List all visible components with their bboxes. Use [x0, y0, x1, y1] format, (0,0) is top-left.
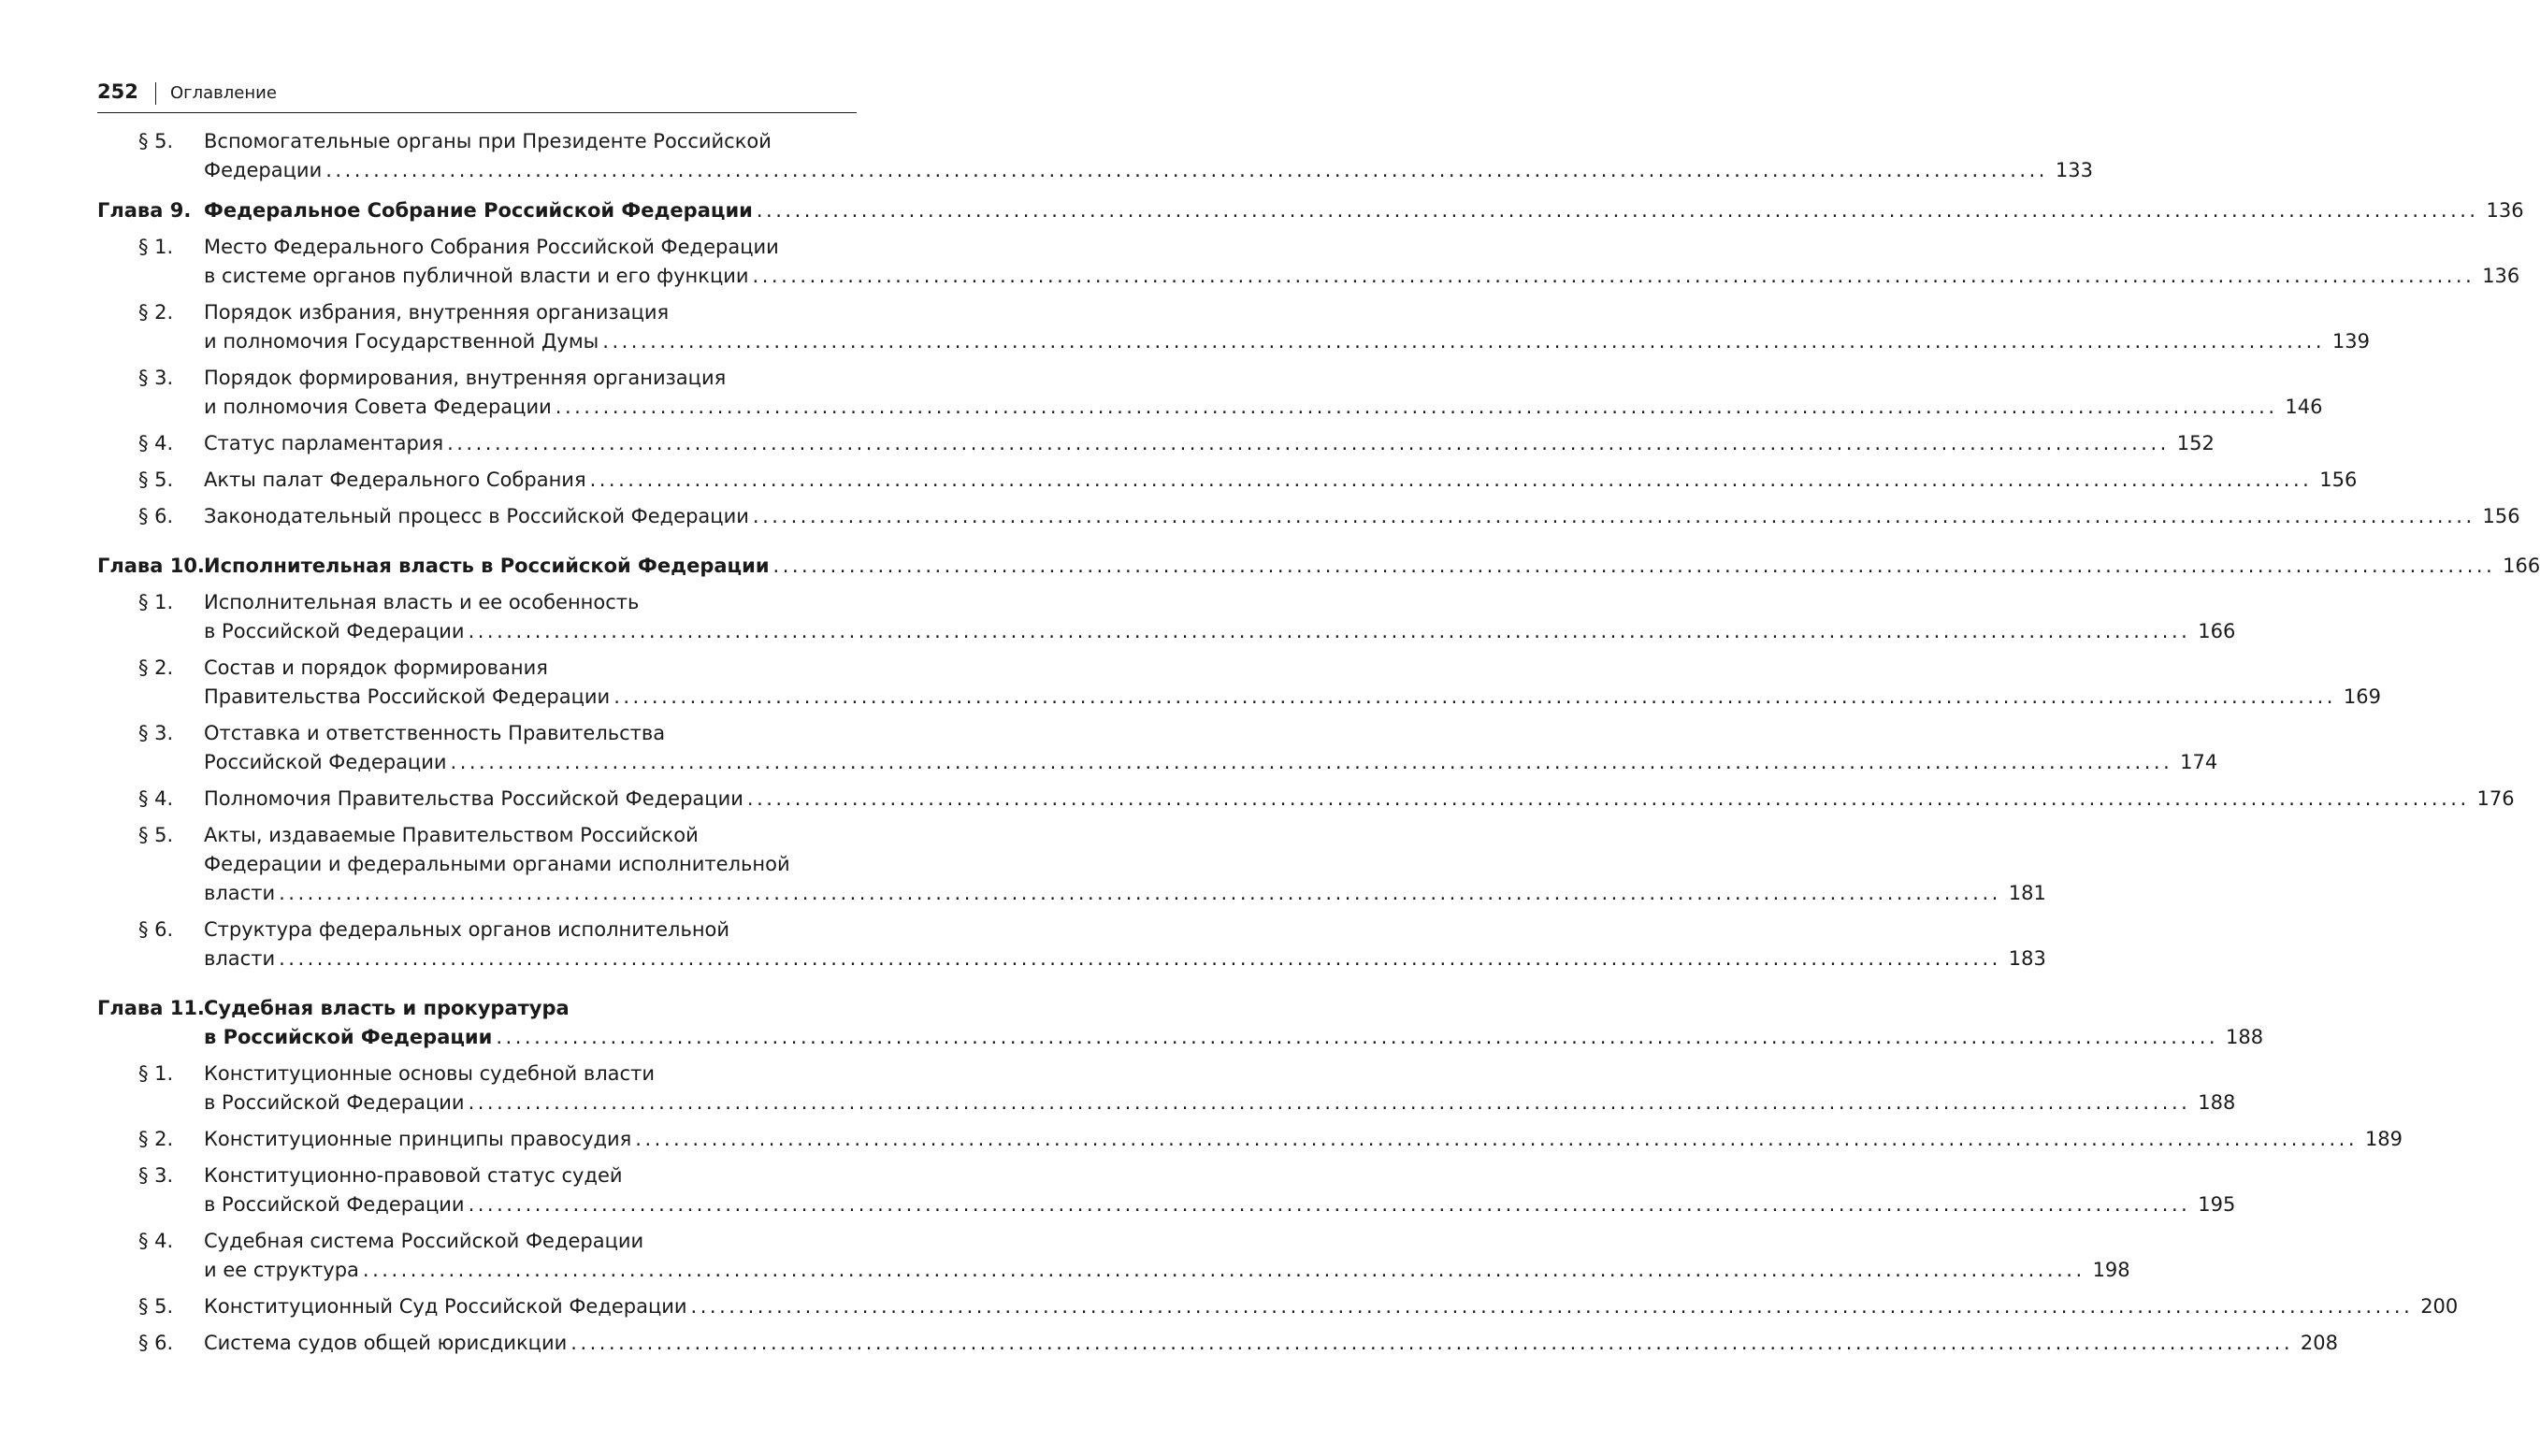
section-number: § 1.	[138, 591, 174, 613]
title-text: Конституционные основы судебной власти	[204, 1062, 655, 1085]
title-text: и полномочия Государственной Думы	[204, 330, 599, 353]
entry-title	[204, 502, 2520, 531]
section-number: § 3.	[138, 1164, 174, 1187]
title-text: Структура федеральных органов исполнительной	[204, 918, 730, 941]
toc-section	[97, 821, 2046, 908]
entry-title	[204, 127, 2093, 185]
leader-dots	[496, 1023, 2218, 1052]
page-ref: 136	[2486, 199, 2524, 222]
section-number: § 5.	[138, 824, 174, 846]
entry-title-last-line	[204, 748, 2217, 777]
title-text: в Российской Федерации	[204, 1193, 465, 1216]
entry-title-last-line	[204, 1023, 2263, 1052]
title-text: Система судов общей юрисдикции	[204, 1332, 568, 1354]
entry-title	[204, 1161, 2235, 1219]
entry-title-last-line	[204, 466, 2357, 495]
leader-dots	[753, 502, 2475, 531]
title-text: Федерации	[204, 159, 323, 181]
section-number: § 1.	[138, 1062, 174, 1085]
entry-title	[204, 196, 2524, 225]
section-number: § 6.	[138, 918, 174, 941]
entry-title-last-line	[204, 1256, 2130, 1285]
chapter-number: Глава 11.	[97, 997, 205, 1019]
title-text: Порядок избрания, внутренняя организация	[204, 301, 670, 324]
page-ref: 176	[2476, 787, 2515, 810]
toc-section	[97, 1292, 2459, 1321]
leader-dots	[451, 748, 2173, 777]
title-text: Исполнительная власть в Российской Федерации	[204, 555, 770, 577]
leader-dots	[757, 196, 2479, 225]
chapter-number: Глава 10.	[97, 555, 205, 577]
section-number: § 5.	[138, 469, 174, 491]
entry-title	[204, 1227, 2130, 1285]
toc-section	[97, 1329, 2338, 1358]
leader-dots	[556, 393, 2278, 422]
page-ref: 139	[2331, 330, 2371, 353]
title-text: Порядок формирования, внутренняя организация	[204, 367, 727, 389]
page-ref: 195	[2198, 1193, 2236, 1216]
title-text: и полномочия Совета Федерации	[204, 396, 552, 418]
entry-title-last-line	[204, 1190, 2235, 1219]
page-number: 252	[97, 80, 138, 103]
toc-section	[97, 1227, 2130, 1285]
section-number: § 2.	[138, 301, 174, 324]
toc-section	[97, 127, 2093, 185]
section-number: § 6.	[138, 505, 174, 527]
toc-section	[97, 429, 2215, 458]
entry-title	[204, 785, 2515, 814]
entry-title-last-line	[204, 617, 2235, 646]
toc-section	[97, 719, 2218, 777]
entry-title	[204, 654, 2381, 712]
entry-title	[204, 1292, 2458, 1321]
toc-section	[97, 915, 2046, 973]
title-text: власти	[204, 882, 276, 904]
title-text: Отставка и ответственность Правительства	[204, 722, 666, 744]
leader-dots	[590, 466, 2313, 495]
page-ref: 146	[2285, 396, 2323, 418]
toc-section	[97, 654, 2381, 712]
title-text: власти	[204, 947, 276, 970]
page-ref: 169	[2343, 685, 2381, 708]
page-ref: 166	[2198, 620, 2236, 642]
entry-title	[204, 719, 2217, 777]
leader-dots	[613, 683, 2336, 712]
title-text: в системе органов публичной власти и его функции	[204, 265, 749, 287]
section-number: § 4.	[138, 787, 174, 810]
entry-title-last-line	[204, 156, 2093, 185]
page-ref: 200	[2420, 1295, 2459, 1318]
leader-dots	[469, 1088, 2191, 1117]
toc-section	[97, 298, 2371, 356]
leader-dots	[325, 156, 2048, 185]
entry-title	[204, 1060, 2235, 1117]
title-text: Вспомогательные органы при Президенте Российской	[204, 130, 772, 152]
entry-title	[204, 1125, 2403, 1154]
leader-dots	[447, 429, 2170, 458]
entry-title-last-line	[204, 393, 2323, 422]
entry-title-last-line	[204, 683, 2381, 712]
section-number: § 5.	[138, 130, 174, 152]
leader-dots	[691, 1292, 2414, 1321]
leader-dots	[570, 1329, 2293, 1358]
title-text: Исполнительная власть и ее особенность	[204, 591, 640, 613]
entry-title	[204, 821, 2046, 908]
leader-dots	[635, 1125, 2358, 1154]
running-header	[97, 75, 857, 112]
toc-section	[97, 785, 2515, 814]
entry-title	[204, 552, 2540, 581]
page-ref: 189	[2364, 1128, 2403, 1150]
toc-section	[97, 1060, 2236, 1117]
title-text: Федеральное Собрание Российской Федерации	[204, 199, 753, 222]
page-ref: 181	[2008, 882, 2046, 904]
entry-title-last-line	[204, 502, 2520, 531]
section-number: § 4.	[138, 1230, 174, 1252]
title-text: Конституционные принципы правосудия	[204, 1128, 632, 1150]
title-text: Место Федерального Собрания Российской Федерации	[204, 236, 779, 258]
page-ref: 166	[2503, 555, 2540, 577]
entry-title-last-line	[204, 1088, 2235, 1117]
section-number: § 2.	[138, 656, 174, 679]
entry-title-last-line	[204, 1292, 2458, 1321]
title-text: в Российской Федерации	[204, 1026, 493, 1048]
toc-section	[97, 588, 2236, 646]
entry-title-last-line	[204, 262, 2519, 291]
title-text: в Российской Федерации	[204, 620, 465, 642]
page-ref: 208	[2300, 1332, 2338, 1354]
entry-title	[204, 915, 2046, 973]
page-ref: 156	[2319, 469, 2358, 491]
chapter-number: Глава 9.	[97, 199, 192, 222]
page-ref: 152	[2176, 432, 2215, 454]
title-text: и ее структура	[204, 1259, 359, 1281]
header-divider	[155, 82, 156, 105]
leader-dots	[279, 944, 2001, 973]
entry-title-last-line	[204, 1329, 2338, 1358]
section-number: § 3.	[138, 722, 174, 744]
section-number: § 2.	[138, 1128, 174, 1150]
entry-title-last-line	[204, 785, 2515, 814]
running-title: Оглавление	[170, 83, 277, 103]
toc-chapter	[97, 994, 2264, 1052]
leader-dots	[747, 785, 2470, 814]
entry-title	[204, 364, 2323, 422]
title-text: Российской Федерации	[204, 751, 447, 773]
entry-title-last-line	[204, 429, 2215, 458]
page-ref: 174	[2180, 751, 2218, 773]
entry-title-last-line	[204, 196, 2524, 225]
title-text: Статус парламентария	[204, 432, 444, 454]
leader-dots	[363, 1256, 2085, 1285]
entry-title-last-line	[204, 552, 2540, 581]
title-text: в Российской Федерации	[204, 1091, 465, 1114]
leader-dots	[602, 327, 2325, 356]
page-ref: 188	[2226, 1026, 2264, 1048]
section-number: § 3.	[138, 367, 174, 389]
toc-section	[97, 233, 2520, 291]
title-text: Законодательный процесс в Российской Федерации	[204, 505, 749, 527]
leader-dots	[469, 617, 2191, 646]
section-number: § 5.	[138, 1295, 174, 1318]
entry-title	[204, 429, 2215, 458]
header-rule	[97, 112, 857, 113]
page-ref: 156	[2482, 505, 2520, 527]
page-ref: 188	[2198, 1091, 2236, 1114]
toc-section	[97, 1125, 2403, 1154]
table-of-contents	[97, 127, 2540, 1358]
toc-chapter	[97, 196, 2524, 225]
entry-title	[204, 298, 2370, 356]
leader-dots	[773, 552, 2496, 581]
leader-dots	[469, 1190, 2191, 1219]
leader-dots	[279, 879, 2001, 908]
title-text: Акты палат Федерального Собрания	[204, 469, 586, 491]
title-text: Федерации и федеральными органами исполнительной	[204, 853, 790, 875]
leader-dots	[753, 262, 2475, 291]
toc-section	[97, 364, 2323, 422]
toc-section	[97, 1161, 2236, 1219]
title-text: Судебная власть и прокуратура	[204, 997, 570, 1019]
toc-chapter	[97, 552, 2540, 581]
entry-title-last-line	[204, 879, 2046, 908]
title-text: Конституционный Суд Российской Федерации	[204, 1295, 687, 1318]
page-ref: 198	[2092, 1259, 2130, 1281]
section-number: § 1.	[138, 236, 174, 258]
entry-title	[204, 233, 2519, 291]
entry-title	[204, 588, 2235, 646]
title-text: Правительства Российской Федерации	[204, 685, 611, 708]
page-ref: 136	[2482, 265, 2520, 287]
entry-title-last-line	[204, 327, 2370, 356]
entry-title-last-line	[204, 1125, 2403, 1154]
entry-title-last-line	[204, 944, 2046, 973]
entry-title	[204, 994, 2263, 1052]
section-number: § 6.	[138, 1332, 174, 1354]
title-text: Конституционно-правовой статус судей	[204, 1164, 623, 1187]
section-number: § 4.	[138, 432, 174, 454]
title-text: Полномочия Правительства Российской Федерации	[204, 787, 743, 810]
page-ref: 133	[2055, 159, 2093, 181]
toc-section	[97, 502, 2520, 531]
title-text: Акты, издаваемые Правительством Российской	[204, 824, 699, 846]
entry-title	[204, 1329, 2338, 1358]
toc-section	[97, 466, 2358, 495]
entry-title	[204, 466, 2357, 495]
page-ref: 183	[2008, 947, 2046, 970]
title-text: Состав и порядок формирования	[204, 656, 548, 679]
title-text: Судебная система Российской Федерации	[204, 1230, 644, 1252]
